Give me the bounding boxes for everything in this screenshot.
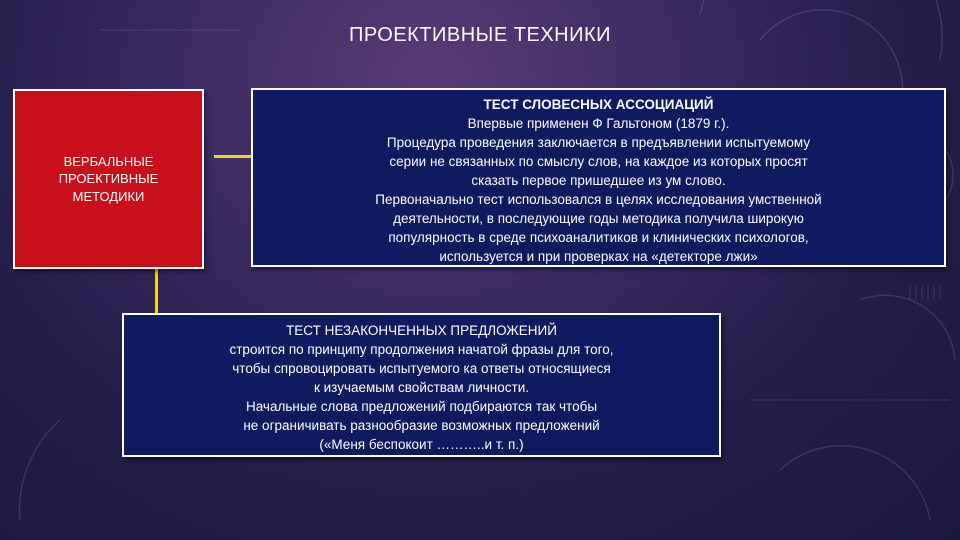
verbal-methods-label: ВЕРБАЛЬНЫЕ ПРОЕКТИВНЫЕ МЕТОДИКИ: [58, 153, 159, 204]
word-association-line: Первоначально тест использовался в целях исследования умственной: [375, 192, 822, 207]
sentence-completion-line: чтобы спровоцировать испытуемого ка ответы относящиеся: [232, 361, 611, 376]
sentence-completion-line: не ограничивать разнообразие возможных предложений: [243, 418, 600, 433]
sentence-completion-line: строится по принципу продолжения начатой фразы для того,: [229, 342, 614, 357]
sentence-completion-heading: ТЕСТ НЕЗАКОНЧЕННЫХ ПРЕДЛОЖЕНИЙ: [286, 323, 557, 338]
word-association-heading: ТЕСТ СЛОВЕСНЫХ АССОЦИАЦИЙ: [483, 97, 714, 112]
word-association-line: серии не связанных по смыслу слов, на каждое из которых просят: [389, 154, 808, 169]
sentence-completion-line: Начальные слова предложений подбираются так чтобы: [245, 399, 598, 414]
word-association-line: сказать первое пришедшее из ум слово.: [471, 173, 726, 188]
slide-title: ПРОЕКТИВНЫЕ ТЕХНИКИ: [348, 24, 612, 46]
sentence-completion-line: к изучаемым свойствам личности.: [313, 380, 529, 395]
sentence-completion-line: («Меня беспокоит ………..и т. п.): [319, 437, 524, 452]
verbal-methods-box: [13, 89, 204, 269]
word-association-line: деятельности, в последующие годы методика получила широкую: [393, 211, 804, 226]
sentence-completion-box: [122, 313, 721, 457]
connector-vertical: [155, 269, 158, 313]
word-association-line: популярность в среде психоаналитиков и клинических психологов,: [388, 230, 809, 245]
word-association-line: Процедура проведения заключается в предъявлении испытуемому: [386, 135, 811, 150]
word-association-line: используется и при проверках на «детекторе лжи»: [439, 249, 758, 264]
word-association-line: Впервые применен Ф Гальтоном (1879 г.).: [467, 116, 730, 131]
word-association-box: [251, 88, 946, 267]
connector-horizontal: [214, 155, 251, 158]
